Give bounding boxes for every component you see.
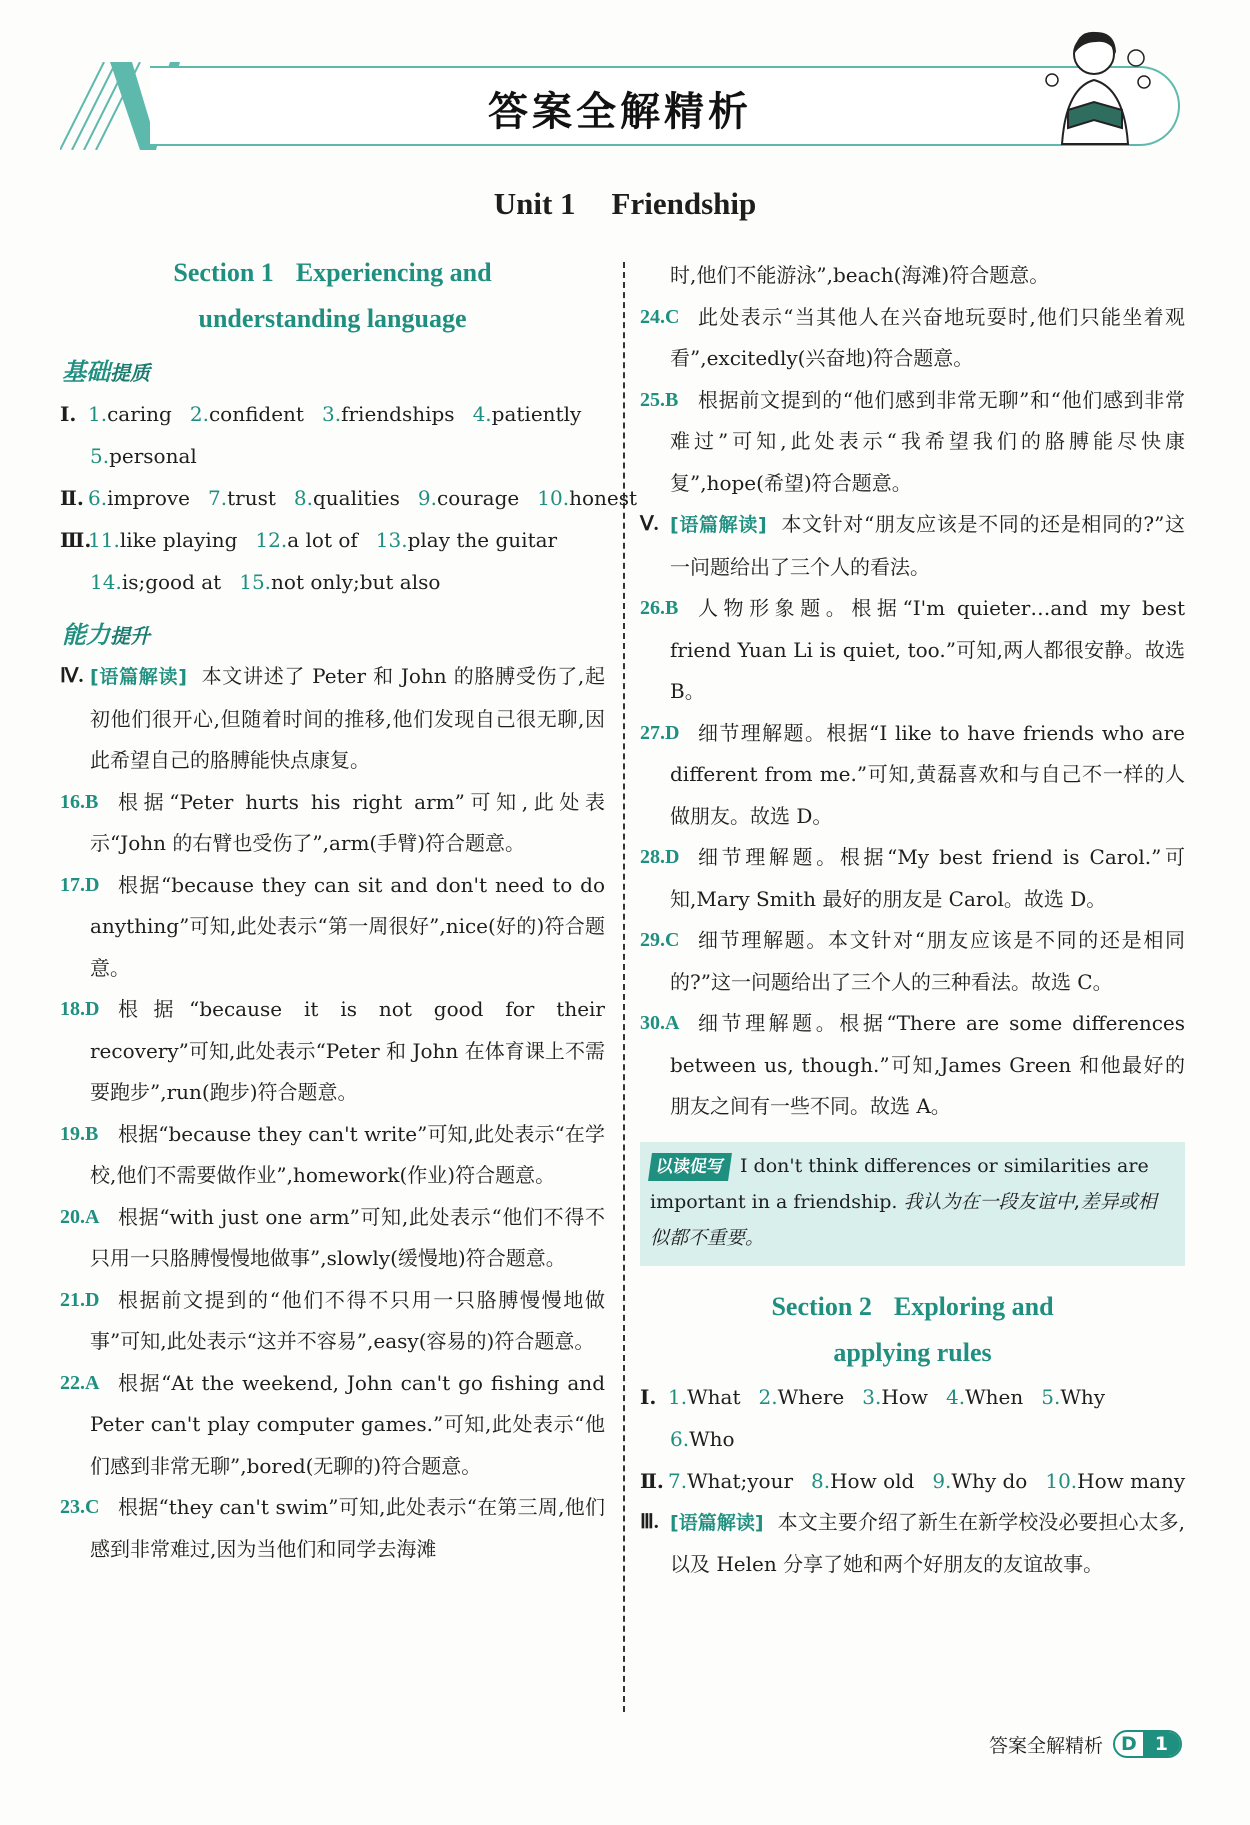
answer-text: courage xyxy=(437,486,520,510)
passage-iv-text: 本文讲述了 Peter 和 John 的胳膊受伤了,起初他们很开心,但随着时间的推移,他们发现自己很无聊,因此希望自己的胳膊能快点康复。 xyxy=(90,664,605,772)
passage-iv xyxy=(60,656,605,782)
passage-s2-iii xyxy=(640,1502,1185,1586)
answer-text: How old xyxy=(830,1468,915,1493)
answer-explanation xyxy=(640,297,1185,380)
answer-item xyxy=(239,570,440,594)
answer-number: 4. xyxy=(472,402,492,426)
explanation-text: 根据“with just one arm”可知,此处表示“他们不得不只用一只胳膊慢慢地做事”,slowly(缓慢地)符合题意。 xyxy=(90,1204,605,1270)
answer-number: 14. xyxy=(90,570,122,594)
answer-number: 10. xyxy=(537,486,570,510)
continuation-23: 时,他们不能游泳”,beach(海滩)符合题意。 xyxy=(670,263,1050,287)
answer-text: patiently xyxy=(491,402,582,426)
passage-tag: [语篇解读] xyxy=(670,1511,764,1534)
answer-item xyxy=(537,486,637,510)
answer-text: How many xyxy=(1077,1468,1186,1493)
question-number: 30.A xyxy=(640,1012,680,1034)
answer-item xyxy=(322,402,455,426)
header-title: 答案全解精析 xyxy=(488,89,752,135)
answer-text: is;good at xyxy=(121,570,222,594)
answer-explanation xyxy=(60,989,605,1114)
answer-text: Why xyxy=(1060,1384,1106,1409)
answer-number: 7. xyxy=(668,1468,688,1493)
ability-heading-small: 提升 xyxy=(110,624,150,648)
answer-item xyxy=(811,1469,914,1493)
answer-number: 13. xyxy=(375,528,408,552)
answer-line xyxy=(60,435,605,477)
question-number: 27.D xyxy=(640,721,680,744)
read-to-write-box xyxy=(640,1142,1185,1266)
page-number: 1 xyxy=(1143,1730,1180,1758)
question-number: 25.B xyxy=(640,388,679,411)
explanation-text: 根据前文提到的“他们不得不只用一只胳膊慢慢地做事”可知,此处表示“这并不容易”,easy(容易的)符合题意。 xyxy=(90,1287,605,1353)
page-footer xyxy=(989,1730,1182,1758)
roman-iii: Ⅲ. xyxy=(640,1510,659,1533)
explanation-text: 根据“because it is not good for their recovery”可知,此处表示“Peter 和 John 在体育课上不需要跑步”,run(跑步)符合题意。 xyxy=(90,997,605,1104)
section2-title-line2: applying rules xyxy=(833,1337,992,1367)
explanation-text: 根据“because they can sit and don't need to do anything”可知,此处表示“第一周很好”,nice(好的)符合题意。 xyxy=(90,872,605,980)
answer-line xyxy=(60,519,605,561)
footer-label: 答案全解精析 xyxy=(988,1734,1103,1757)
answer-text: What;your xyxy=(687,1468,794,1493)
answer-explanation xyxy=(640,837,1185,920)
unit-name: Friendship xyxy=(611,186,757,221)
answer-explanation xyxy=(60,1280,605,1363)
roman-v: Ⅴ. xyxy=(640,513,659,535)
answer-text: qualities xyxy=(312,486,400,510)
answer-number: 11. xyxy=(88,528,120,552)
answer-text: like playing xyxy=(119,528,238,552)
read-to-write-chinese: 我认为在一段友谊中,差异或相似都不重要。 xyxy=(650,1190,1157,1249)
answer-text: honest xyxy=(569,486,638,510)
answer-line xyxy=(640,1376,1185,1418)
question-number: 21.D xyxy=(60,1288,100,1311)
answer-text: friendships xyxy=(341,402,455,426)
answer-number: 3. xyxy=(321,402,342,426)
answer-text: play the guitar xyxy=(407,528,558,552)
badge-letter: D xyxy=(1120,1733,1137,1755)
answer-text: caring xyxy=(107,402,172,426)
answer-text: Why do xyxy=(951,1468,1028,1493)
answer-item xyxy=(946,1385,1023,1409)
answer-item xyxy=(90,444,197,468)
answer-item xyxy=(294,486,400,510)
answer-line xyxy=(640,1418,1185,1460)
left-answers xyxy=(60,782,605,1571)
basic-heading-small: 提质 xyxy=(110,361,150,385)
answer-number: 1. xyxy=(88,402,108,426)
answer-text: trust xyxy=(227,486,276,510)
right-answers-2 xyxy=(640,588,1185,1128)
explanation-text: 根据前文提到的“他们感到非常无聊”和“他们感到非常难过”可知,此处表示“我希望我们的胳膊能尽快康复”,hope(希望)符合题意。 xyxy=(670,387,1185,495)
basic-heading-main: 基础 xyxy=(62,358,110,386)
answer-explanation xyxy=(60,865,605,990)
answer-explanation xyxy=(60,1114,605,1197)
explanation-text: 根据“because they can't write”可知,此处表示“在学校,他们不需要做作业”,homework(作业)符合题意。 xyxy=(90,1121,605,1187)
answer-number: 2. xyxy=(189,402,209,426)
explanation-text: 人物形象题。根据“I'm quieter…and my best friend Yuan Li is quiet, too.”可知,两人都很安静。故选 B。 xyxy=(670,596,1185,703)
question-number: 23.C xyxy=(60,1496,100,1518)
answer-line xyxy=(60,561,605,603)
explanation-text: 此处表示“当其他人在兴奋地玩耍时,他们只能坐着观看”,excitedly(兴奋地)符合题意。 xyxy=(670,304,1185,370)
roman-numeral: Ⅱ. xyxy=(640,1468,664,1493)
read-to-write-badge: 以读促写 xyxy=(648,1153,732,1181)
answer-item xyxy=(376,528,557,552)
passage-tag: [语篇解读] xyxy=(90,666,187,688)
answer-number: 6. xyxy=(670,1426,690,1451)
answer-item xyxy=(88,402,172,426)
roman-numeral: Ⅰ. xyxy=(640,1384,657,1409)
answer-item xyxy=(418,486,519,510)
question-number: 16.B xyxy=(60,790,99,813)
answer-item xyxy=(88,486,190,510)
basic-heading xyxy=(62,352,605,387)
answer-item xyxy=(208,486,276,510)
answer-number: 9. xyxy=(417,486,437,510)
column-divider xyxy=(623,262,625,1712)
section1-label: Section 1 xyxy=(173,258,274,287)
basic-answers xyxy=(60,393,638,603)
answer-item xyxy=(90,570,221,594)
answer-text: How xyxy=(881,1384,928,1409)
right-column xyxy=(640,255,1185,1586)
explanation-text: 细节理解题。根据“There are some differences between us, though.”可知,James Green 和他最好的朋友之间有一些不同。故选 A。 xyxy=(670,1011,1185,1118)
question-number: 26.B xyxy=(640,597,679,619)
explanation-text: 根据“At the weekend, John can't go fishing and Peter can't play computer games.”可知,此处表示“他们感到非常无聊”,bored(无聊的)符合题意。 xyxy=(90,1370,605,1478)
section1-title xyxy=(60,250,605,342)
left-column xyxy=(60,250,638,1570)
answer-item xyxy=(932,1469,1027,1493)
answer-text: a lot of xyxy=(287,528,358,552)
answer-explanation xyxy=(60,1363,605,1488)
section2-label: Section 2 xyxy=(771,1291,872,1321)
question-number: 28.D xyxy=(640,846,680,868)
answer-item xyxy=(1045,1469,1185,1493)
answer-item xyxy=(668,1469,793,1493)
answer-number: 5. xyxy=(90,444,110,468)
answer-line xyxy=(640,1460,1185,1502)
answer-number: 10. xyxy=(1045,1468,1078,1493)
question-number: 24.C xyxy=(640,305,680,328)
question-number: 18.D xyxy=(60,998,100,1020)
question-number: 17.D xyxy=(60,873,100,896)
section2-title-line1: Exploring and xyxy=(893,1291,1054,1321)
answer-number: 7. xyxy=(208,486,228,510)
roman-numeral: Ⅲ. xyxy=(60,528,92,552)
answer-item xyxy=(190,402,304,426)
answer-number: 3. xyxy=(862,1384,882,1409)
unit-label: Unit 1 xyxy=(493,186,576,221)
answer-text: improve xyxy=(107,486,190,510)
answer-item xyxy=(668,1385,741,1409)
section2-title xyxy=(640,1284,1185,1376)
answer-explanation xyxy=(60,1197,605,1280)
answer-explanation xyxy=(640,380,1185,505)
answer-item xyxy=(759,1385,845,1409)
explanation-text: 细节理解题。根据“I like to have friends who are different from me.”可知,黄磊喜欢和与自己不一样的人做朋友。故选 D。 xyxy=(670,720,1185,828)
section1-title-line1: Experiencing and xyxy=(295,258,492,287)
answer-line xyxy=(60,477,638,519)
answer-item xyxy=(88,528,237,552)
passage-s2-iii-text: 本文主要介绍了新生在新学校没必要担心太多,以及 Helen 分享了她和两个好朋友的友谊故事。 xyxy=(670,1509,1186,1576)
ability-heading xyxy=(62,615,605,650)
answer-number: 8. xyxy=(811,1468,831,1493)
ability-heading-main: 能力 xyxy=(62,621,110,649)
answer-number: 4. xyxy=(945,1384,966,1409)
explanation-text: 细节理解题。本文针对“朋友应该是不同的还是相同的?”这一问题给出了三个人的三种看法。故选 C。 xyxy=(670,928,1185,994)
answer-text: What xyxy=(687,1384,741,1409)
answer-number: 5. xyxy=(1041,1384,1061,1409)
header-banner xyxy=(60,62,1180,150)
answer-explanation xyxy=(640,1003,1185,1128)
answer-item xyxy=(670,1427,735,1451)
answer-text: personal xyxy=(109,444,197,468)
question-number: 22.A xyxy=(60,1371,100,1394)
section1-title-line2: understanding language xyxy=(198,304,467,333)
answer-number: 9. xyxy=(932,1468,952,1493)
explanation-text: 细节理解题。根据“My best friend is Carol.”可知,Mary Smith 最好的朋友是 Carol。故选 D。 xyxy=(670,845,1185,911)
passage-v xyxy=(640,504,1185,588)
answer-explanation xyxy=(640,920,1185,1003)
roman-numeral: Ⅰ. xyxy=(60,402,77,426)
reading-girl-illustration-icon xyxy=(1032,24,1162,150)
answer-number: 1. xyxy=(668,1384,688,1409)
explanation-text: 根据“they can't swim”可知,此处表示“在第三周,他们感到非常难过,因为当他们和同学去海滩 xyxy=(90,1495,605,1561)
answer-explanation xyxy=(640,713,1185,838)
passage-v-text: 本文针对“朋友应该是不同的还是相同的?”这一问题给出了三个人的看法。 xyxy=(670,512,1186,579)
explanation-text: 根据“Peter hurts his right arm”可知,此处表示“John 的右臂也受伤了”,arm(手臂)符合题意。 xyxy=(90,789,605,855)
answer-number: 12. xyxy=(255,528,288,552)
right-answers xyxy=(640,297,1185,505)
answer-line xyxy=(60,393,605,435)
answer-number: 8. xyxy=(293,486,313,510)
section2-answers xyxy=(640,1376,1185,1502)
read-to-write-english: I don't think differences or similarities are important in a friendship. xyxy=(650,1154,1149,1213)
answer-number: 6. xyxy=(88,486,108,510)
passage-tag: [语篇解读] xyxy=(670,514,767,536)
roman-numeral: Ⅱ. xyxy=(60,486,84,510)
question-number: 20.A xyxy=(60,1205,100,1228)
answer-text: confident xyxy=(208,402,304,426)
question-number: 19.B xyxy=(60,1122,99,1145)
answer-number: 15. xyxy=(239,570,272,594)
question-number: 29.C xyxy=(640,929,680,951)
roman-iv: Ⅳ. xyxy=(60,665,84,687)
answer-item xyxy=(255,528,357,552)
answer-text: not only;but also xyxy=(271,570,441,594)
answer-explanation xyxy=(60,782,605,865)
answer-text: When xyxy=(965,1384,1024,1409)
answer-item xyxy=(473,402,582,426)
answer-explanation xyxy=(60,1487,605,1570)
answer-explanation xyxy=(640,588,1185,713)
page-badge xyxy=(1113,1730,1182,1758)
unit-title xyxy=(0,186,1250,222)
answer-text: Who xyxy=(689,1426,735,1451)
answer-item xyxy=(862,1385,928,1409)
answer-text: Where xyxy=(777,1384,845,1409)
answer-item xyxy=(1041,1385,1105,1409)
answer-number: 2. xyxy=(758,1384,778,1409)
